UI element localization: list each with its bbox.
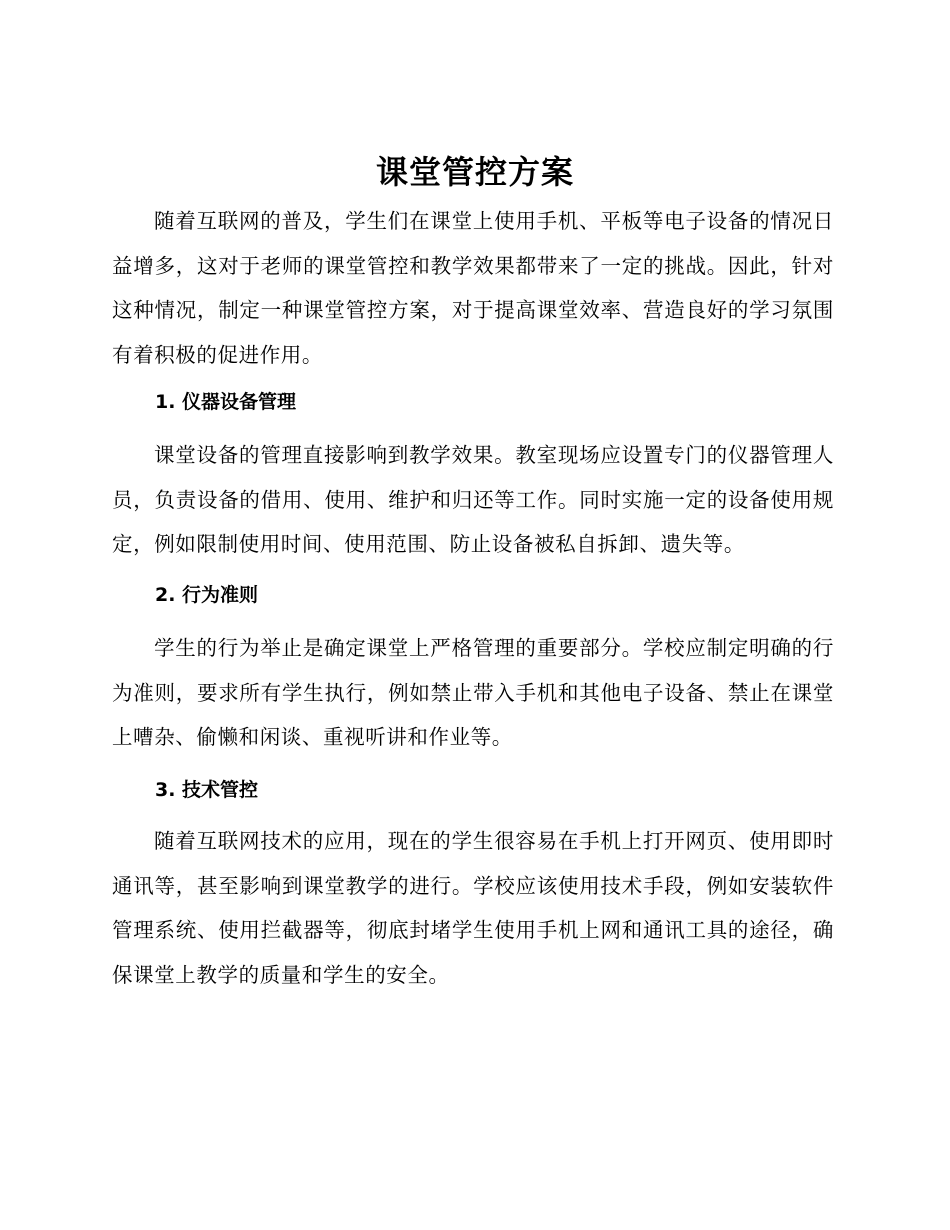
section-heading-conduct: 2. 行为准则 [155,584,259,606]
document-title: 课堂管控方案 [375,153,574,191]
section-body-equipment: 课堂设备的管理直接影响到教学效果。教室现场应设置专门的仪器管理人员，负责设备的借用、使用、维护和归还等工作。同时实施一定的设备使用规定，例如限制使用时间、使用范围、防止设备被私自拆卸、遗失等。 [112,443,834,556]
section-body-technology: 随着互联网技术的应用，现在的学生很容易在手机上打开网页、使用即时通讯等，甚至影响到课堂教学的进行。学校应该使用技术手段，例如安装软件管理系统、使用拦截器等，彻底封堵学生使用手机上网和通讯工具的途径，确保课堂上教学的质量和学生的安全。 [112,829,834,987]
section-heading-equipment: 1. 仪器设备管理 [155,391,297,413]
section-heading-technology: 3. 技术管控 [155,779,259,801]
intro-paragraph: 随着互联网的普及，学生们在课堂上使用手机、平板等电子设备的情况日益增多，这对于老师的课堂管控和教学效果都带来了一定的挑战。因此，针对这种情况，制定一种课堂管控方案，对于提高课堂效率、营造良好的学习氛围有着积极的促进作用。 [112,209,834,367]
section-body-conduct: 学生的行为举止是确定课堂上严格管理的重要部分。学校应制定明确的行为准则，要求所有学生执行，例如禁止带入手机和其他电子设备、禁止在课堂上嘈杂、偷懒和闲谈、重视听讲和作业等。 [112,636,834,749]
